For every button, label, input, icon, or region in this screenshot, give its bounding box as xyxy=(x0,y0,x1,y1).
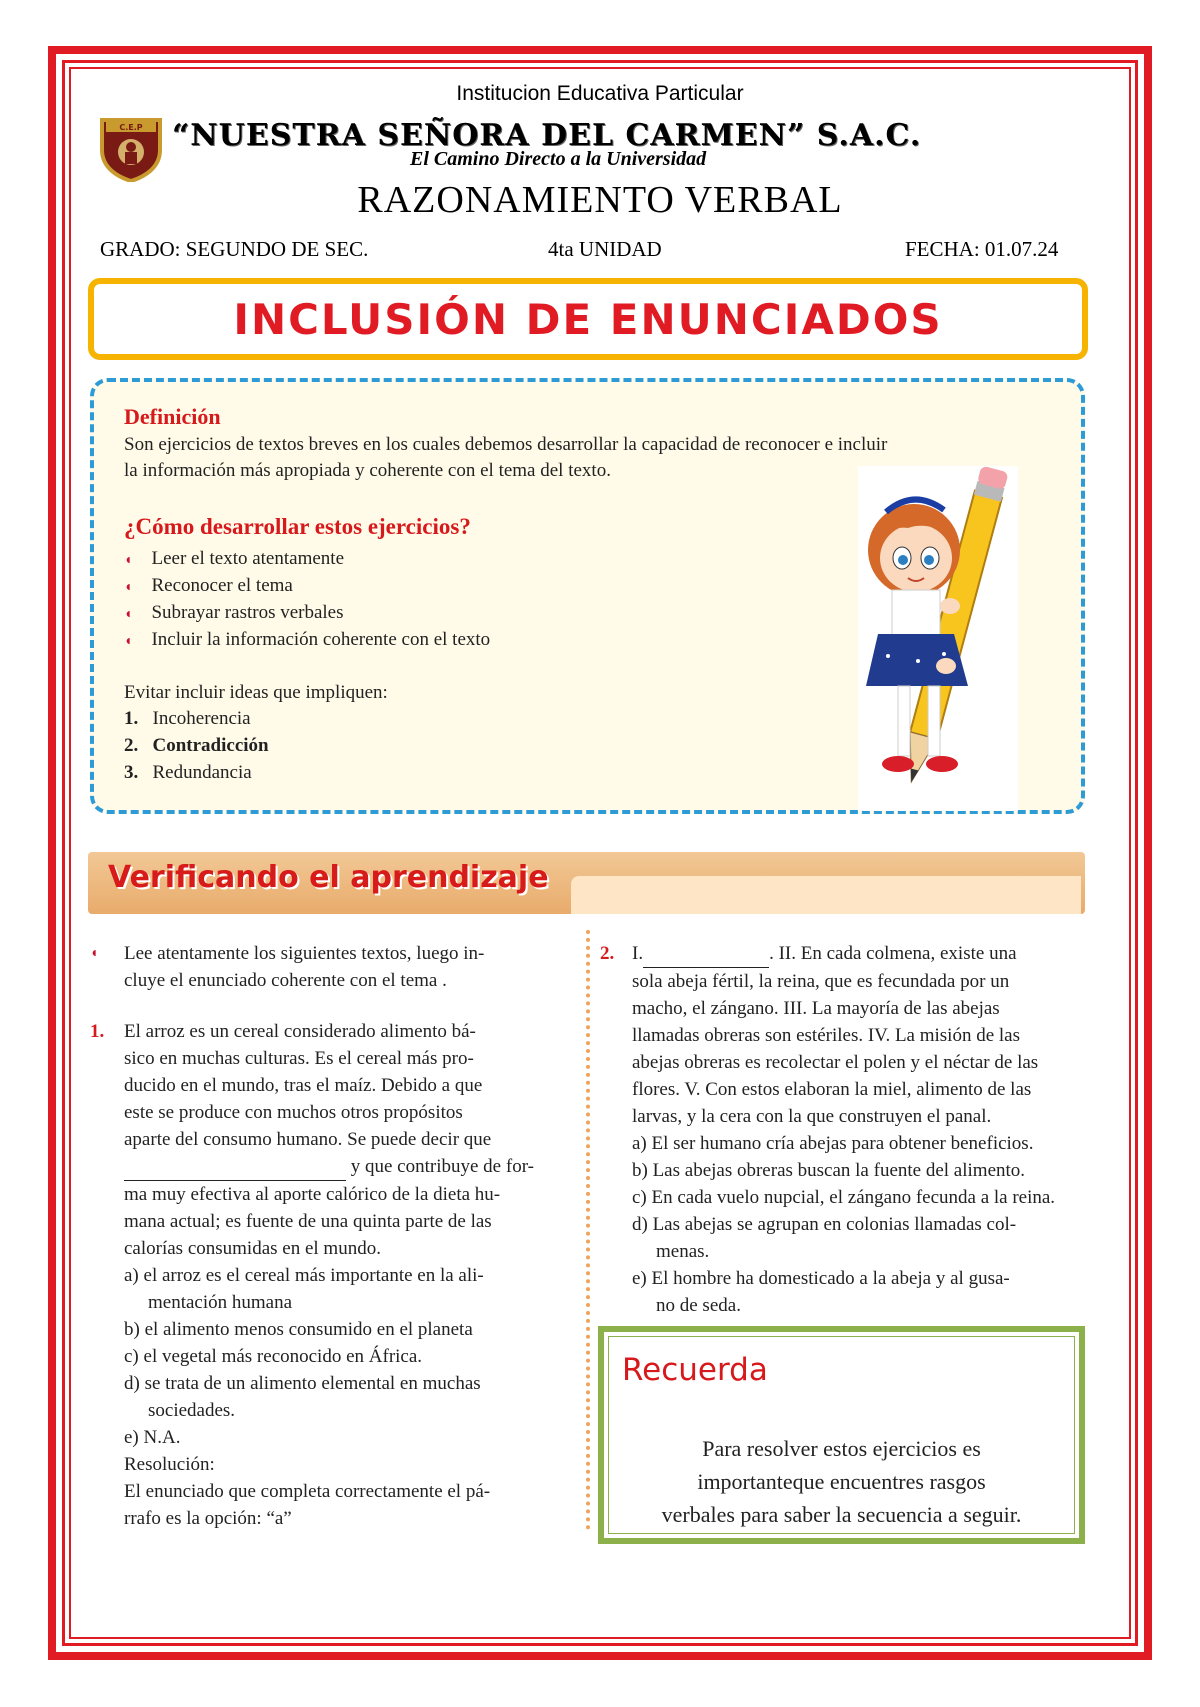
definition-text-line2: la información más apropiada y coherente con el tema del texto. xyxy=(124,460,611,481)
left-column xyxy=(90,940,570,1532)
question-2: 2. I. . II. En cada colmena, existe una sola abeja fértil, la reina, que es fecundada por un macho, el zángano. III. La mayoría de las abejas llamadas obreras son estériles. IV. La misión de las abejas obreras es recolectar el polen y el néctar de las flores. V. Con estos elaboran la miel, alimento de las larvas, y la cera con la que construyen el panal. a) El ser humano cría abejas para obtener beneficios. b) Las abejas obreras buscan la fuente del alimento. c) En cada vuelo nupcial, el zángano fecunda a la reina. d) Las abejas se agrupan en colonias llamadas col- menas. e) El hombre ha domesticado a la abeja y al gusa- no de seda. xyxy=(604,940,1084,1319)
answer-blank xyxy=(124,1153,346,1181)
resolution-text: El enunciado que completa correctamente el pá- xyxy=(124,1481,491,1502)
school-name: “NUESTRA SEÑORA DEL CARMEN” S.A.C. xyxy=(172,118,922,153)
option-c: c) En cada vuelo nupcial, el zángano fecunda a la reina. xyxy=(632,1187,1056,1208)
option-d: d) Las abejas se agrupan en colonias llamadas col- xyxy=(632,1214,1017,1235)
definition-heading: Definición xyxy=(124,404,221,429)
bullet-icon: ◖ xyxy=(90,946,99,961)
resolution-label: Resolución: xyxy=(124,1454,215,1475)
unit-label: 4ta UNIDAD xyxy=(548,237,662,261)
option-e: e) El hombre ha domesticado a la abeja y al gusa- xyxy=(632,1268,1010,1289)
list-item: 2. Contradicción xyxy=(124,735,269,756)
option-b: b) Las abejas obreras buscan la fuente del alimento. xyxy=(632,1160,1026,1181)
option-b: b) el alimento menos consumido en el planeta xyxy=(124,1319,473,1340)
definition-text-line1: Son ejercicios de textos breves en los cuales debemos desarrollar la capacidad de reconocer e incluir xyxy=(124,434,888,455)
topic-title: INCLUSIÓN DE ENUNCIADOS xyxy=(233,294,943,344)
option-a: a) el arroz es el cereal más importante en la ali- xyxy=(124,1265,484,1286)
option-e: e) N.A. xyxy=(124,1427,181,1448)
school-crest-icon xyxy=(96,114,166,182)
girl-with-pencil-illustration xyxy=(858,466,1018,811)
avoid-intro: Evitar incluir ideas que impliquen: xyxy=(124,682,388,703)
option-a: a) El ser humano cría abejas para obtener beneficios. xyxy=(632,1133,1034,1154)
option-d: d) se trata de un alimento elemental en muchas xyxy=(124,1373,481,1394)
list-item: ◖ Leer el texto atentamente xyxy=(124,548,345,569)
column-divider xyxy=(586,930,590,1530)
list-item: 3. Redundancia xyxy=(124,762,252,783)
grade-label: GRADO: SEGUNDO DE SEC. xyxy=(100,237,369,261)
topic-title-box xyxy=(88,278,1088,360)
list-item: ◖ Subrayar rastros verbales xyxy=(124,602,344,623)
reminder-text: Para resolver estos ejercicios es importanteque encuentres rasgos verbales para saber la secuencia a seguir. xyxy=(661,1436,1022,1527)
bullet-icon: ◖ xyxy=(124,553,133,568)
answer-blank xyxy=(643,940,769,968)
date-label: FECHA: 01.07.24 xyxy=(905,237,1059,261)
reminder-title: Recuerda xyxy=(622,1352,768,1388)
how-heading: ¿Cómo desarrollar estos ejercicios? xyxy=(124,514,471,539)
bullet-icon: ◖ xyxy=(124,580,133,595)
steps-list xyxy=(124,546,490,654)
subject-title: RAZONAMIENTO VERBAL xyxy=(357,179,843,221)
list-item: ◖ Reconocer el tema xyxy=(124,575,293,596)
institution-label: Institucion Educativa Particular xyxy=(456,82,744,105)
bullet-icon: ◖ xyxy=(124,634,133,649)
instruction: ◖ Lee atentamente los siguientes textos, luego in- cluye el enunciado coherente con el tema . xyxy=(90,940,570,994)
section-banner-title: Verificando el aprendizaje xyxy=(108,860,549,895)
crest-letters: C.E.P xyxy=(119,123,143,132)
list-item: ◖ Incluir la información coherente con el texto xyxy=(124,629,491,650)
list-item: 1. Incoherencia xyxy=(124,708,251,729)
bullet-icon: ◖ xyxy=(124,607,133,622)
option-c: c) el vegetal más reconocido en África. xyxy=(124,1346,423,1367)
question-1: 1. El arroz es un cereal considerado alimento bá- sico en muchas culturas. Es el cereal más pro- ducido en el mundo, tras el maíz. Debido a que este se produce con muchos otros propósitos aparte del consumo humano. Se puede decir que y que contribuye de for- ma muy efectiva al aporte calórico de la dieta hu- mana actual; es fuente de una quinta parte de las calorías consumidas en el mundo. a) el arroz es el cereal más importante en la ali- mentación humana b) el alimento menos consumido en el planeta c) el vegetal más reconocido en África. d) se trata de un alimento elemental en muchas sociedades. e) N.A. Resolución: El enunciado que completa correctamente el pá- rrafo es la opción: “a” xyxy=(90,1018,570,1532)
school-slogan: El Camino Directo a la Universidad xyxy=(410,148,707,170)
reminder-box xyxy=(598,1326,1085,1544)
avoid-list xyxy=(124,706,269,787)
